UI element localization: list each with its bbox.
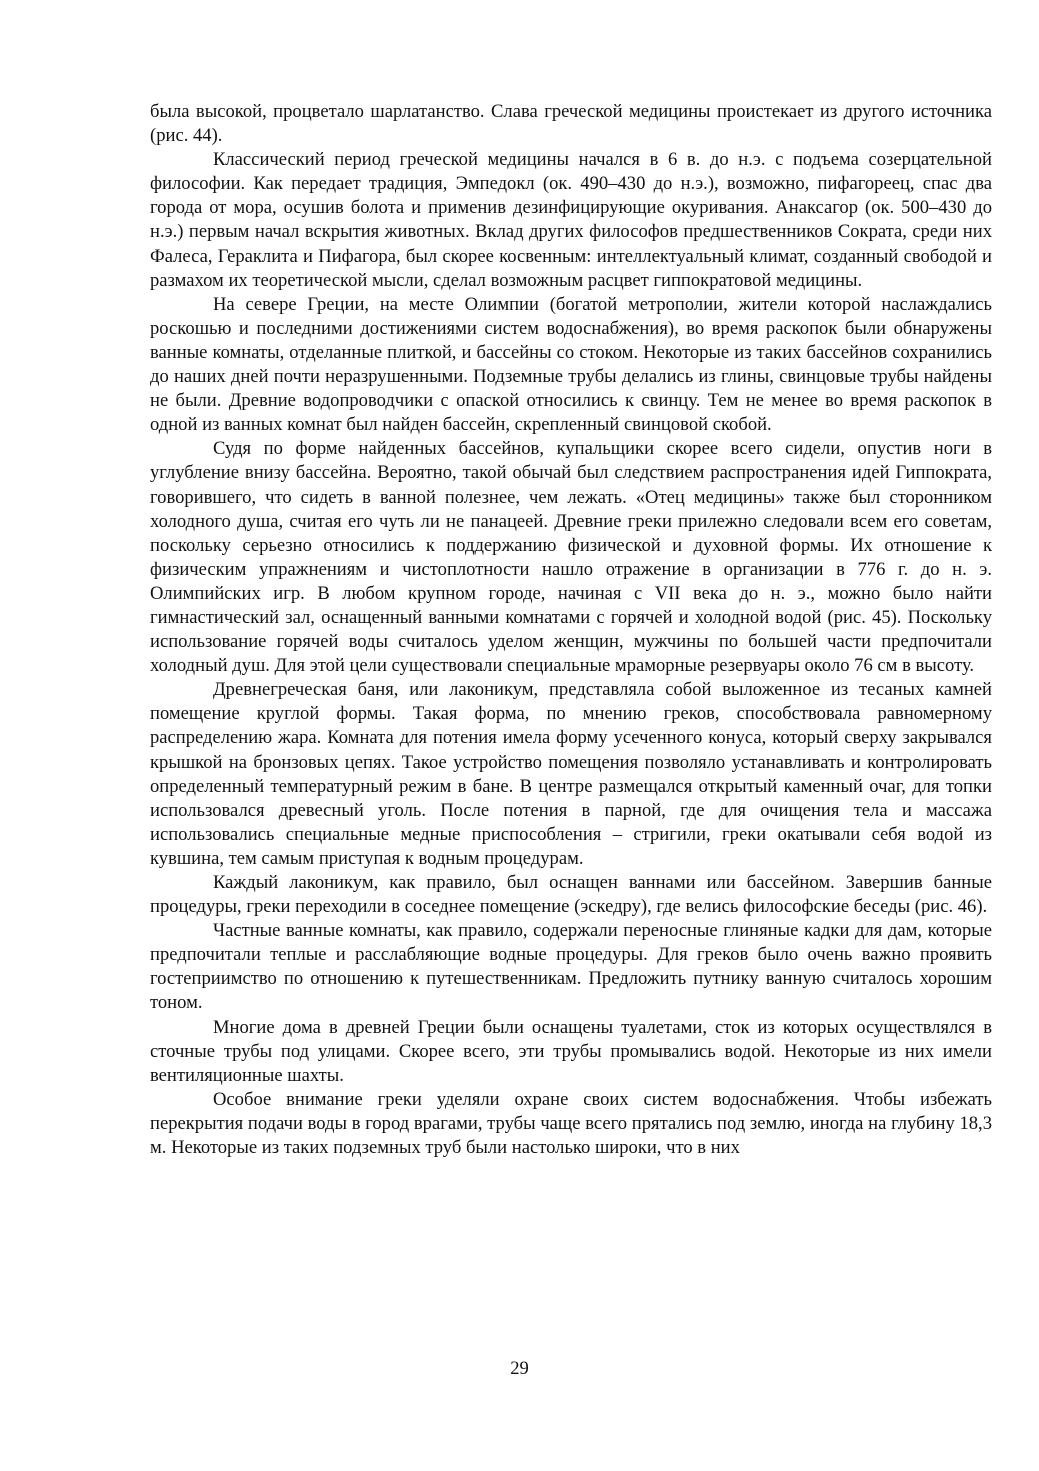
paragraph: Частные ванные комнаты, как правило, содержали переносные глиняные кадки для дам, которые предпочитали теплые и расслабляющие водные процедуры. Для греков было очень важно проявить гостеприимство по отношению к путешественникам. Предложить путнику ванную считалось хорошим тоном.: [150, 920, 992, 1014]
paragraph: На севере Греции, на месте Олимпии (богатой метрополии, жители которой наслаждались роскошью и последними достижениями систем водоснабжения), во время раскопок были обнаружены ванные комнаты, отделанные плиткой, и бассейны со стоком. Некоторые из таких бассейнов сохранились до наших дней почти неразрушенными. Подземные трубы делались из глины, свинцовые трубы найдены не были. Древние водопроводчики с опаской относились к свинцу. Тем не менее во время раскопок в одной из ванных комнат был найден бассейн, скрепленный свинцовой скобой.: [150, 293, 992, 436]
paragraph: Судя по форме найденных бассейнов, купальщики скорее всего сидели, опустив ноги в углубление внизу бассейна. Вероятно, такой обычай был следствием распространения идей Гиппократа, говорившего, что сидеть в ванной полезнее, чем лежать. «Отец медицины» также был сторонником холодного душа, считая его чуть ли не панацеей. Древние греки прилежно следовали всем его советам, поскольку серьезно относились к поддержанию физической и духовной формы. Их отношение к физическим упражнениям и чистоплотности нашло отражение в организации в 776 г. до н. э. Олимпийских игр. В любом крупном городе, начиная с VII века до н. э., можно было найти гимнастический зал, оснащенный ванными комнатами с горячей и холодной водой (рис. 45). Поскольку использование горячей воды считалось уделом женщин, мужчины по большей части предпочитали холодный душ. Для этой цели существовали специальные мраморные резервуары около 76 см в высоту.: [150, 438, 992, 677]
page-number: 29: [510, 1358, 529, 1379]
page-body: [150, 100, 992, 1160]
paragraph: Каждый лаконикум, как правило, был оснащен ваннами или бассейном. Завершив банные процедуры, греки переходили в соседнее помещение (эскедру), где велись философские беседы (рис. 46).: [150, 872, 992, 918]
paragraph: Особое внимание греки уделяли охране своих систем водоснабжения. Чтобы избежать перекрытия подачи воды в город врагами, трубы чаще всего прятались под землю, иногда на глубину 18,3 м. Некоторые из таких подземных труб были настолько широки, что в них: [150, 1088, 992, 1159]
paragraph: Древнегреческая баня, или лаконикум, представляла собой выложенное из тесаных камней помещение круглой формы. Такая форма, по мнению греков, способствовала равномерному распределению жара. Комната для потения имела форму усеченного конуса, который сверху закрывался крышкой на бронзовых цепях. Такое устройство помещения позволяло устанавливать и контролировать определенный температурный режим в бане. В центре размещался открытый каменный очаг, для топки использовался древесный уголь. После потения в парной, где для очищения тела и массажа использовались специальные медные приспособления – стригили, греки окатывали себя водой из кувшина, тем самым приступая к водным процедурам.: [150, 679, 992, 869]
paragraph: Многие дома в древней Греции были оснащены туалетами, сток из которых осуществлялся в сточные трубы под улицами. Скорее всего, эти трубы промывались водой. Некоторые из них имели вентиляционные шахты.: [150, 1016, 992, 1086]
paragraph-continuation: была высокой, процветало шарлатанство. Слава греческой медицины проистекает из другого источника (рис. 44).: [150, 101, 992, 147]
paragraph: Классический период греческой медицины начался в 6 в. до н.э. с подъема созерцательной философии. Как передает традиция, Эмпедокл (ок. 490–430 до н.э.), возможно, пифагореец, спас два города от мора, осушив болота и применив дезинфицирующие окуривания. Анаксагор (ок. 500–430 до н.э.) первым начал вскрытия животных. Вклад других философов предшественников Сократа, среди них Фалеса, Гераклита и Пифагора, был скорее косвенным: интеллектуальный климат, созданный свободой и размахом их теоретической мысли, сделал возможным расцвет гиппократовой медицины.: [150, 149, 992, 291]
